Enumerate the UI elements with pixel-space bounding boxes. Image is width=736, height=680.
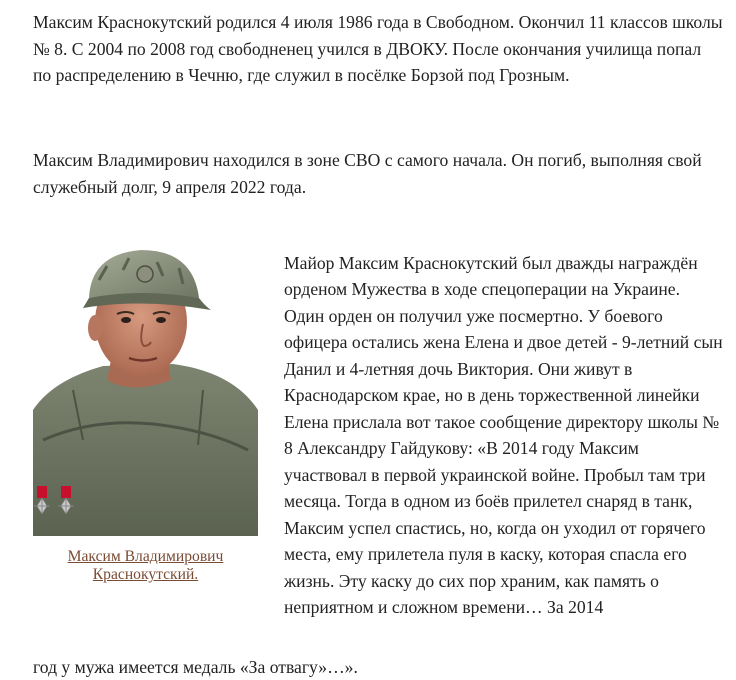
portrait-photo[interactable] [33, 240, 258, 536]
portrait-figure [33, 240, 258, 584]
paragraph-biography: Максим Краснокутский родился 4 июля 1986 года в Свободном. Окончил 11 классов школы № 8. С 2004 по 2008 год свободненец учился в ДВОКУ. После окончания училища попал по распределению в Чечню, где служил в посёлке Борзой под Грозным. [33, 12, 723, 85]
paragraph-awards: Майор Максим Краснокутский был дважды награждён орденом Мужества в ходе спецоперации на Украине. Один орден он получил уже посмертно. У боевого офицера остались жена Елена и двое детей - 9-летний сын Данил и 4-летняя дочь Виктория. Они живут в Краснодарском крае, но в день торжественной линейки Елена прислала вот такое сообщение директору школы № 8 Александру Гайдукову: «В 2014 году Максим участвовал в первой украинской войне. Пробыл там три месяца. Тогда в одном из боёв прилетел снаряд в танк, Максим успел спастись, но, когда он уходил от горячего места, ему прилетела пуля в каску, которая спасла его жизнь. Эту каску до сих пор храним, как память о неприятном и сложном времени… За 2014 [284, 252, 723, 618]
paragraph-awards-tail: год у мужа имеется медаль «За отвагу»…». [33, 656, 358, 677]
portrait-caption[interactable]: Максим Владимирович Краснокутский. [67, 548, 224, 583]
paragraph-death: Максим Владимирович находился в зоне СВО с самого начала. Он погиб, выполняя свой служебный долг, 9 апреля 2022 года. [33, 150, 702, 197]
soldier-portrait-image [33, 240, 258, 536]
